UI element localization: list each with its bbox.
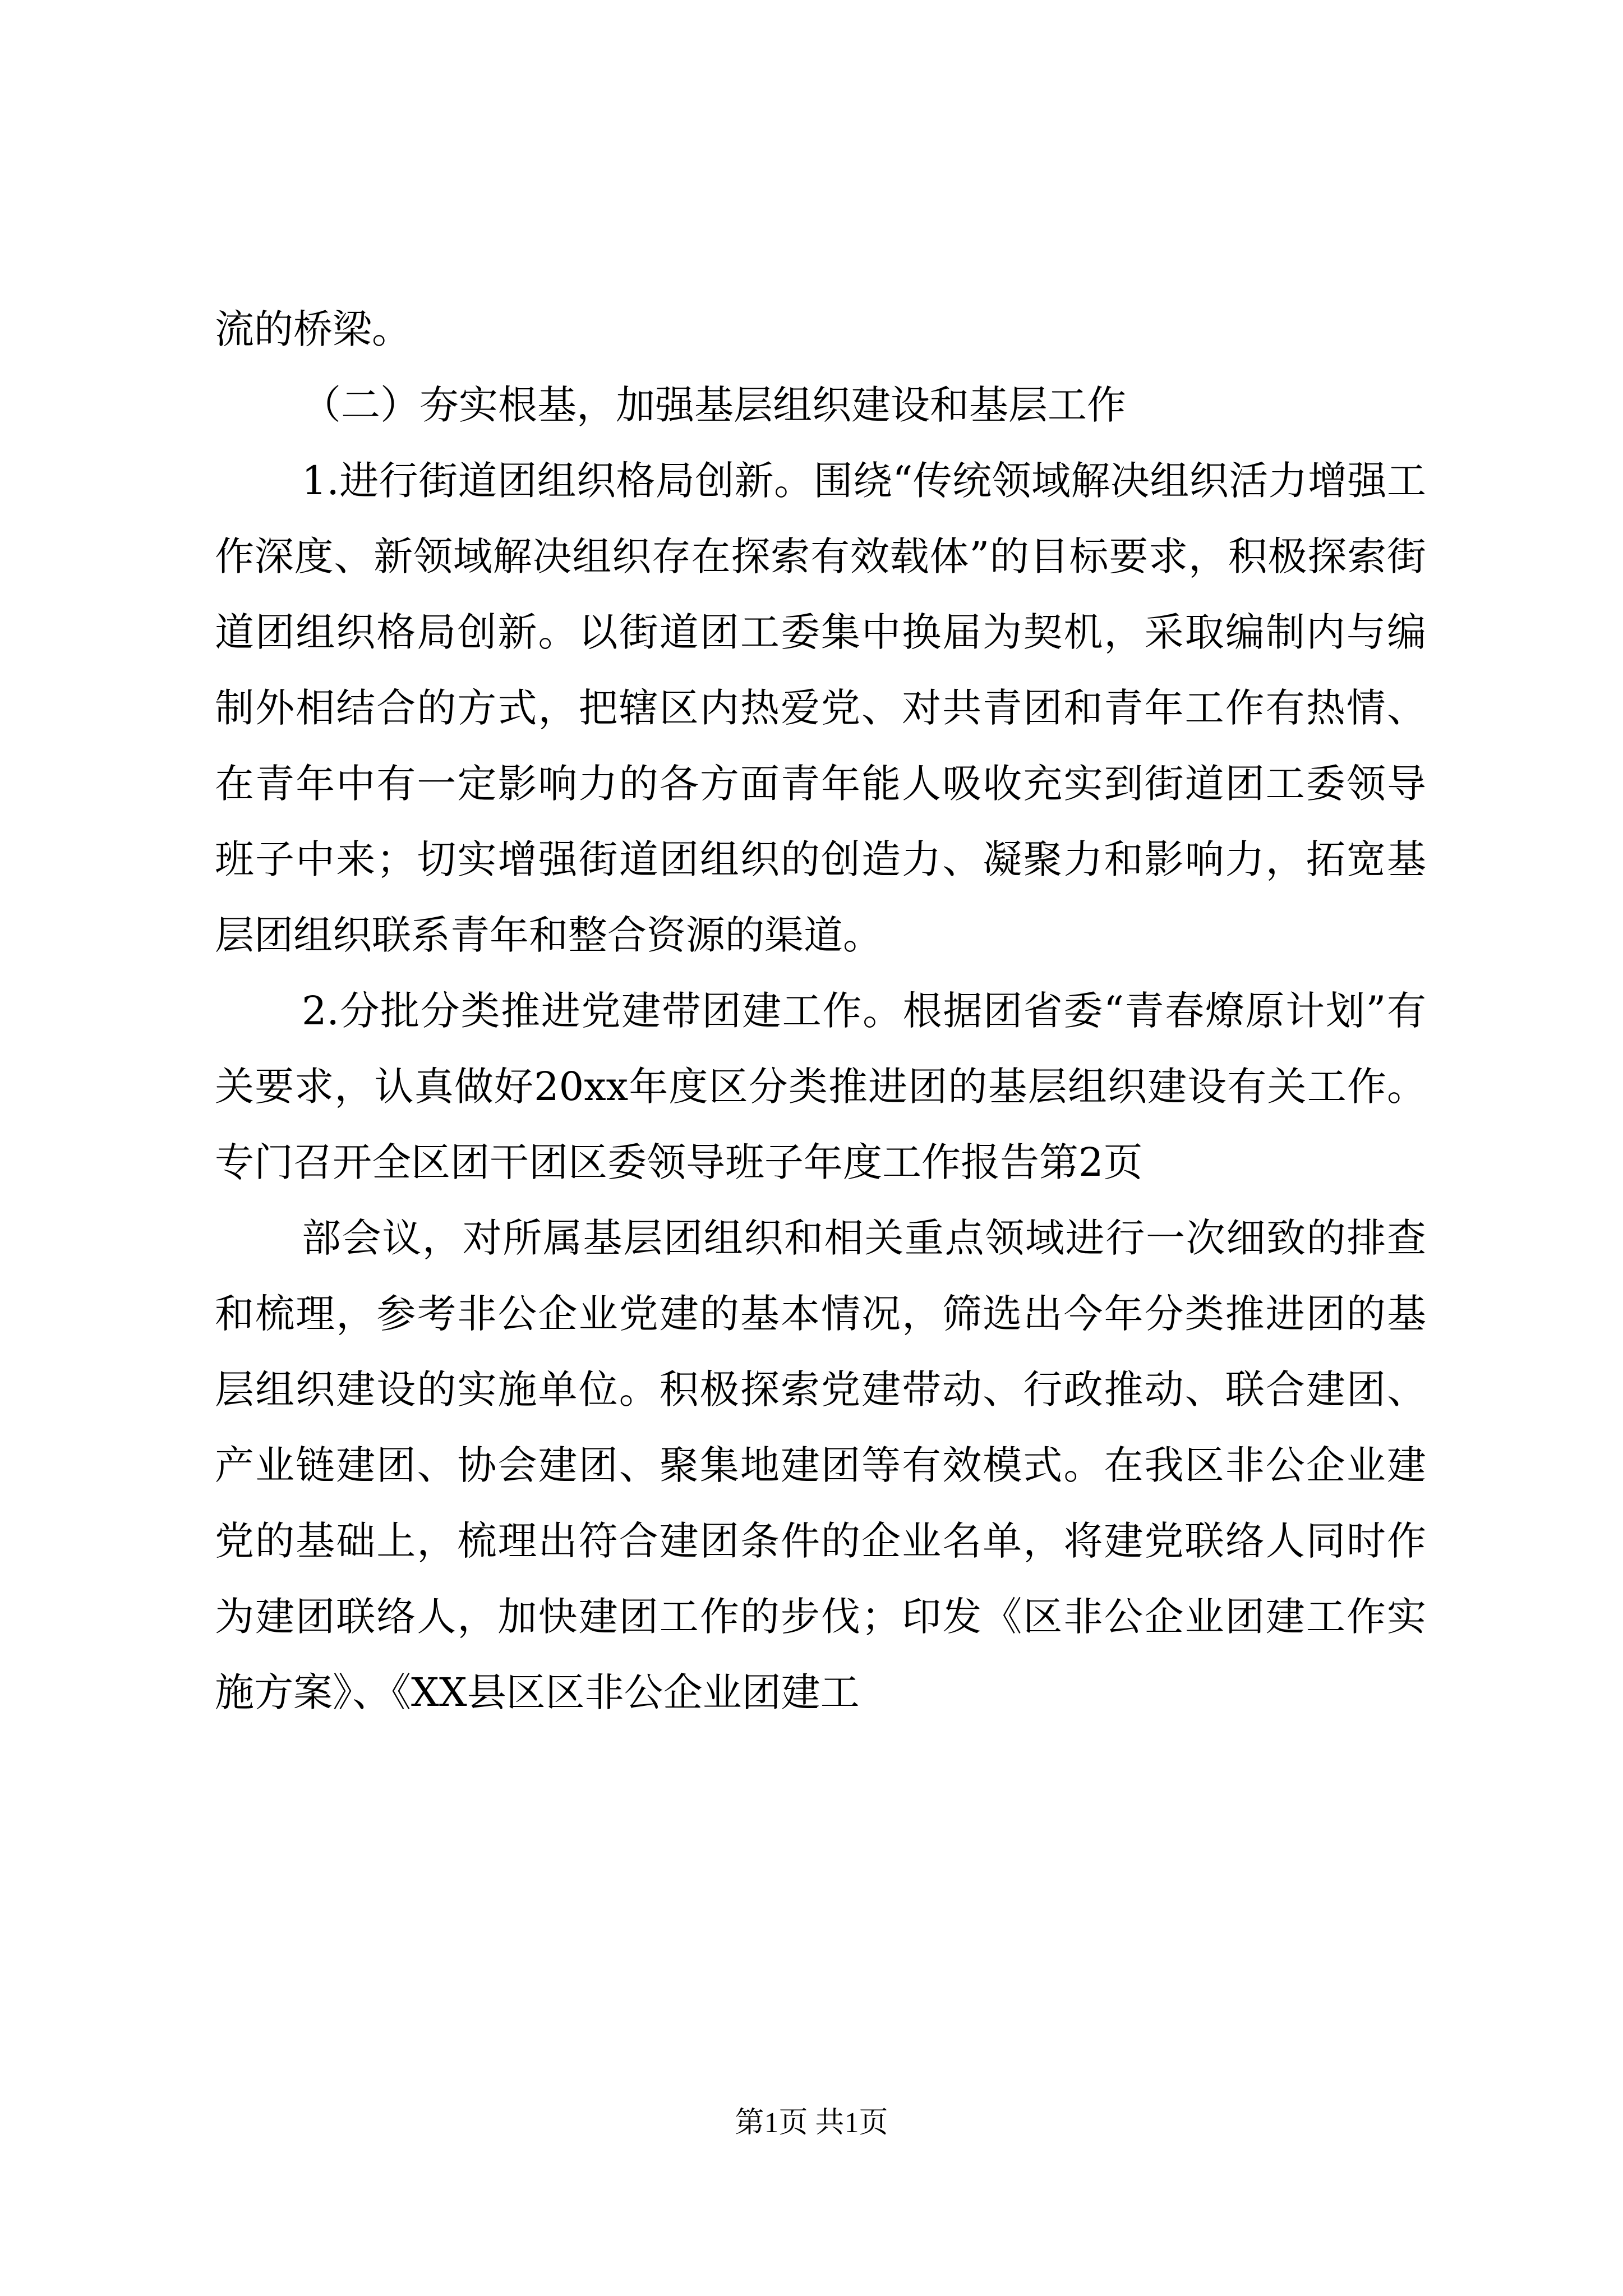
paragraph-continuation: 流的桥梁。 <box>215 306 411 352</box>
paragraph-item-1: 1.进行街道团组织格局创新。围绕“传统领域解决组织活力增强工作深度、新领域解决组织存在探索有效载体”的目标要求，积极探索街道团组织格局创新。以街道团工委集中换届为契机，采取编制内与编制外相结合的方式，把辖区内热爱党、对共青团和青年工作有热情、在青年中有一定影响力的各方面青年能人吸收充实到街道团工委领导班子中来；切实增强街道团组织的创造力、凝聚力和影响力，拓宽基层团组织联系青年和整合资源的渠道。 <box>215 458 1426 958</box>
document-body <box>215 292 1426 1731</box>
paragraph-item-2: 2.分批分类推进党建带团建工作。根据团省委“青春燎原计划”有关要求，认真做好20xx年度区分类推进团的基层组织建设有关工作。专门召开全区团干团区委领导班子年度工作报告第2页 <box>215 988 1426 1185</box>
page-footer: 第1页 共1页 <box>735 2107 888 2139</box>
section-heading: （二）夯实根基，加强基层组织建设和基层工作 <box>302 382 1126 428</box>
paragraph-item-2-continued: 部会议，对所属基层团组织和相关重点领域进行一次细致的排查和梳理，参考非公企业党建的基本情况，筛选出今年分类推进团的基层组织建设的实施单位。积极探索党建带动、行政推动、联合建团、产业链建团、协会建团、聚集地建团等有效模式。在我区非公企业建党的基础上，梳理出符合建团条件的企业名单，将建党联络人同时作为建团联络人，加快建团工作的步伐；印发《区非公企业团建工作实施方案》、《XX县区区非公企业团建工 <box>215 1215 1426 1715</box>
